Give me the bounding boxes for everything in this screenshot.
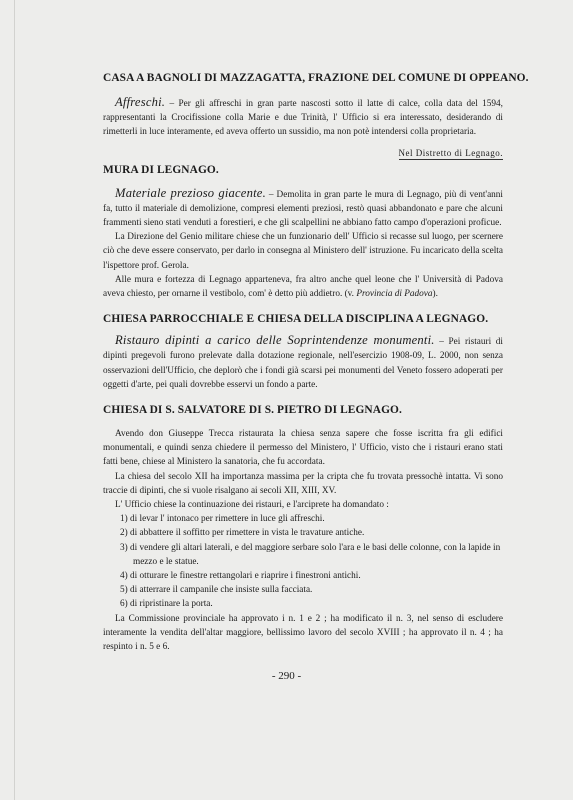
paragraph-ristauro — [103, 333, 503, 392]
leone-end: ). — [432, 289, 438, 300]
district-label: Nel Distretto di Legnago. — [398, 147, 503, 158]
lead-materiale: Materiale prezioso giacente. — [115, 185, 266, 200]
list-item: 2) di abbattere il soffitto per rimettere in vista le travature antiche. — [120, 528, 365, 539]
section-title-s-salvatore: CHIESA DI S. SALVATORE DI S. PIETRO DI LEGNAGO. — [103, 404, 402, 417]
district-heading — [103, 148, 503, 158]
paragraph-materiale — [103, 186, 503, 231]
lead-affreschi: Affreschi. — [115, 95, 166, 109]
page-number: - 290 - — [271, 670, 302, 682]
leone-text: Alle mura e fortezza di Legnago apparteneva, fra altro anche quel leone che l' Università di Padova aveva chiesto, per ornarne il vestibolo, com' è detto più addietro. (v. — [103, 274, 503, 300]
list-item: 6) di ripristinare la porta. — [120, 599, 213, 610]
list-item: 5) di atterrare il campanile che insiste sulla facciata. — [120, 585, 313, 596]
request-list — [103, 512, 503, 611]
lead-ristauro: Ristauro dipinti a carico delle Soprintendenze monumenti. — [115, 333, 435, 348]
leone-ref: Provincia di Padova — [356, 289, 433, 300]
affreschi-text: – Per gli affreschi in gran parte nascosti sotto il latte di calce, colla data del 1594, rappresentanti la Crocifissione colla Marie e due Trinità, l' Ufficio si era interessato, desiderando di rimetterli in luce interamente, ed aveva offerto un sussidio, ma non potè intendersi colla proprietaria. — [103, 99, 503, 138]
paragraph-leone — [103, 273, 503, 301]
list-item: 1) di levar l' intonaco per rimettere in luce gli affreschi. — [120, 514, 325, 525]
paragraph-commissione: La Commissione provinciale ha approvato i n. 1 e 2 ; ha modificato il n. 3, nel senso di escludere interamente la vendita dell'altar maggiore, bellissimo lavoro del secolo XVIII ; ha approvato il n. 4 ; ha respinto i n. 5 e 6. — [103, 613, 503, 653]
materiale-text: – Demolita in gran parte le mura di Legnago, più di vent'anni fa, tutto il materiale di demolizione, compresi elementi preziosi, restò quasi abbandonato e pare che alcuni frammenti sieno stati venduti a forestieri, e che gli scalpellini ne abbiano fatto campo d'operazioni proficue. — [103, 189, 503, 229]
list-item: 4) di otturare le finestre rettangolari e riaprire i finestroni antichi. — [120, 571, 361, 582]
paragraph-cripta: La chiesa del secolo XII ha importanza massima per la cripta che fu trovata pressochè intatta. Vi sono traccie di dipinti, che si vuole risalgano ai secoli XII, XIII, XV. — [103, 471, 503, 496]
paragraph-affreschi — [103, 95, 503, 140]
section-title-casa-bagnoli: CASA A BAGNOLI DI MAZZAGATTA, FRAZIONE DEL COMUNE DI OPPEANO. — [103, 72, 529, 84]
ristauro-text: – Pei ristauri di dipinti pregevoli furono prelevate dalla dotazione regionale, nell'esercizio 1908-09, L. 2000, non senza osservazioni dell'Ufficio, che deplorò che i fondi già scarsi pei monumenti del Veneto fossero adoperati per oggetti d'arte, pei quali dovrebbe esservi un fondo a parte. — [103, 337, 503, 390]
section-title-mura-legnago: MURA DI LEGNAGO. — [103, 163, 219, 176]
text-body — [103, 72, 529, 654]
section-title-chiesa-parrocchiale: CHIESA PARROCCHIALE E CHIESA DELLA DISCIPLINA A LEGNAGO. — [103, 313, 489, 326]
paragraph-richiesta: L' Ufficio chiese la continuazione dei ristauri, e l'arciprete ha domandato : — [115, 500, 389, 511]
list-item: 3) di vendere gli altari laterali, e del maggiore serbare solo l'ara e le basi delle colonne, con la lapide in mezzo e le statue. — [120, 542, 501, 567]
paragraph-trecca: Avendo don Giuseppe Trecca ristaurata la chiesa senza sapere che fosse iscritta fra gli edifici monumentali, e quindi senza chiedere il permesso del Ministero, l' Ufficio, visto che i ristauri erano stati fatti bene, chiese al Ministero la sanatoria, che fu accordata. — [103, 429, 503, 468]
paragraph-genio: La Direzione del Genio militare chiese che un funzionario dell' Ufficio si recasse sul luogo, per scernere ciò che deve essere conservato, per darlo in consegna al Ministero dell' istruzione. Fu incaricato della scelta l'ispettore prof. Gerola. — [103, 232, 503, 271]
